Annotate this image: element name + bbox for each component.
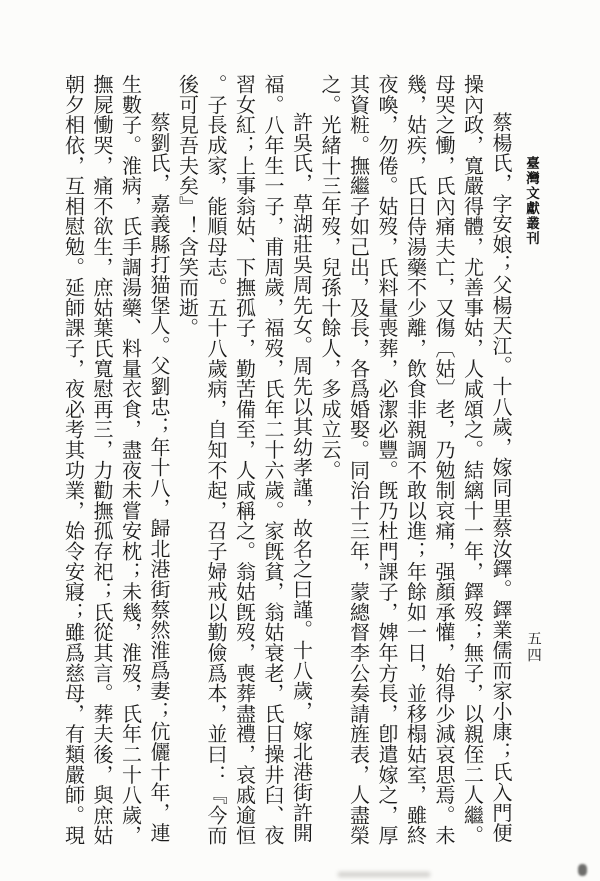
scan-speck-artifact: [578, 864, 587, 876]
main-text-block: [56, 74, 514, 854]
biography-entry-cai-yang-shi: 蔡楊氏，字安娘；父楊天江。十八歲，嫁同里蔡汝鐸。鐸業儒而家小康；氏入門便操內政，寬嚴得體，尤善事姑，人咸頌之。結縭十一年，鐸歿；無子，以親侄二人繼。母哭之慟，氏內痛夫亡，又傷〔姑〕老，乃勉制哀痛，强顏承懽，始得少減哀思焉。未幾，姑疾，氏日侍湯藥不少離，飲食非親調不敢以進；年餘如一日，並移榻姑室，雖終夜喚，勿倦。姑歿，氏料量喪葬，必潔必豐。旣乃杜門課子，婢年方長，卽遣嫁之，厚其資粧。撫繼子如己出，及長，各爲婚娶。同治十三年，蒙總督李公奏請旌表，人盡榮之。光緒十三年歿，兒孫十餘人，多成立云。: [318, 74, 511, 846]
series-masthead: 臺灣文獻叢刊: [524, 156, 539, 246]
biography-entry-cai-liu-shi: 蔡劉氏，嘉義縣打猫堡人。父劉忠；年十八，歸北港街蔡然淮爲妻；伉儷十年，連生數子。淮病，氏手調湯藥、料量衣食，盡夜未嘗安枕；未幾，淮歿，氏年二十八歲，撫屍慟哭，痛不欲生，庶姑葉氏寬慰再三，力勸撫孤存祀；氏從其言。葬夫後，與庶姑朝夕相依，互相慰勉。延師課子，夜必考其功業，始令安寢；雖爲慈母，有類嚴師。現: [61, 74, 169, 846]
biography-entry-xu-wu-shi: 許吳氏，草湖莊吳周先女。周先以其幼孝謹，故名之曰謹。十八歲，嫁北港街許開福。八年生一子，甫周歲，福歿，氏年二十六歲。家旣貧，翁姑衰老，氏日操井臼、夜習女紅；上事翁姑、下撫孤子，勤苦備至，人咸稱之。翁姑旣歿，喪葬盡禮，哀戚逾恒。子長成家，能順母志。五十八歲病，自知不起，召子婦戒以勤儉爲本，並曰：『今而後可見吾夫矣』！含笑而逝。: [175, 74, 312, 846]
page-number: 五四: [525, 631, 541, 664]
scan-smudge-artifact: [338, 872, 430, 877]
